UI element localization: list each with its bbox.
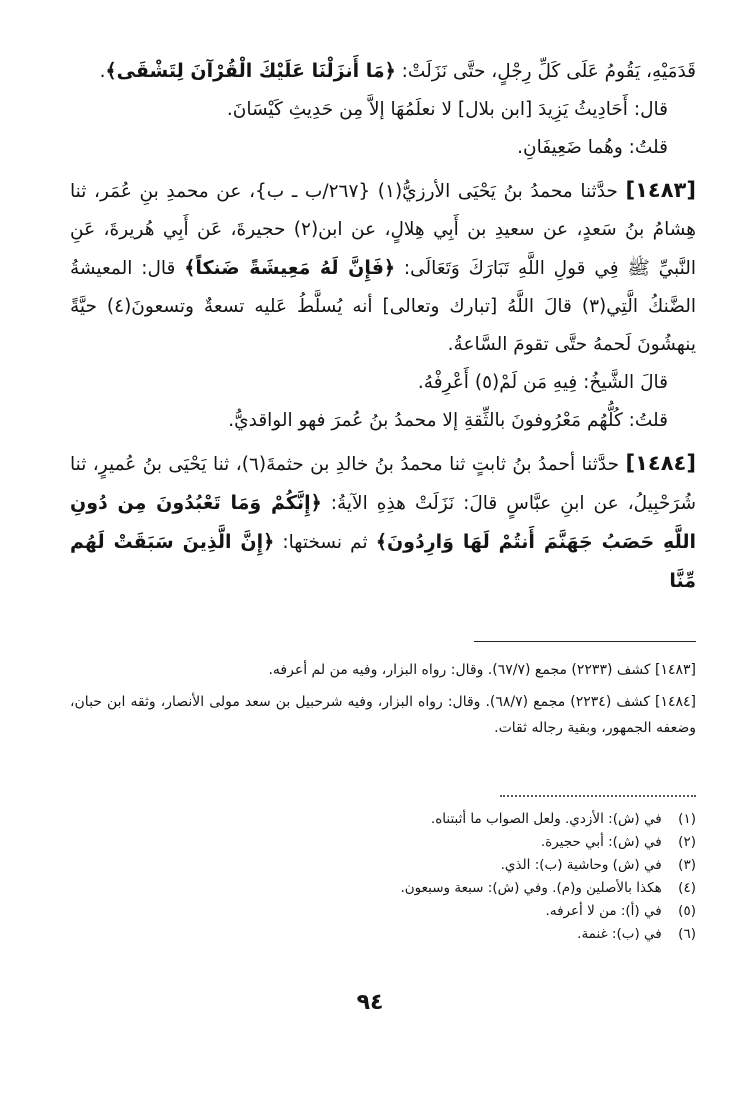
footnote xyxy=(300,923,696,946)
footnotes xyxy=(300,808,696,946)
footnote-text: هكذا بالأصلين و(م). وفي (ش): سبعة وسبعون. xyxy=(400,880,662,896)
hadith-number: [١٤٨٣] xyxy=(625,178,696,202)
footnote-number: (٦) xyxy=(678,926,696,942)
takhrij-1483: [١٤٨٣] كشف (٢٢٣٣) مجمع (٦٧/٧). وقال: رواه البزار، وفيه من لم أعرفه. xyxy=(268,662,696,678)
takhrij-1484: [١٤٨٤] كشف (٢٢٣٤) مجمع (٦٨/٧). وقال: رواه البزار، وفيه شرحبيل بن سعد مولى الأنصار، وثقه ابن حبان، وضعفه الجمهور، وبقية رجاله ثقات. xyxy=(70,694,697,736)
quran-quote: ﴿إِنَّكُمْ وَمَا تَعْبُدُونَ مِن دُونِ اللَّهِ حَصَبُ جَهَنَّمَ أَنتُمْ لَهَا وَارِدُونَ﴾ xyxy=(70,492,696,553)
footnote xyxy=(300,831,696,854)
main-text xyxy=(70,52,696,601)
footnote-number: (١) xyxy=(678,811,696,827)
sheikh-comment: قالَ الشَّيخُ: فِيهِ مَن لَمْ(٥) أَعْرِفْهُ. xyxy=(417,372,668,393)
page-number: ٩٤ xyxy=(356,990,384,1015)
footnote-number: (٥) xyxy=(678,903,696,919)
quran-quote: ﴿إِنَّ الَّذِينَ سَبَقَتْ لَهُم مِّنَّا xyxy=(70,531,696,592)
quran-quote: ﴿فَإِنَّ لَهُ مَعِيشَةً ضَنكاً﴾ xyxy=(184,257,396,279)
continuation-paragraph xyxy=(70,52,696,91)
footnote-text: في (ش): الأزدي. ولعل الصواب ما أثبتناه. xyxy=(430,811,662,827)
qultu-paragraph: قلتُ: وهُما ضَعِيفَانِ. xyxy=(517,137,668,158)
hadith-1483 xyxy=(70,171,696,364)
quran-quote: ﴿مَا أَنزَلْنَا عَلَيْكَ الْقُرْآنَ لِتَشْقَى﴾ xyxy=(105,60,396,82)
footnote-text: في (أ): من لا أعرفه. xyxy=(545,903,662,919)
hadith-1484 xyxy=(70,444,696,601)
hadith-text: حدَّثنا محمدُ بنُ يَحْيَى الأرزيُّ(١) {٢٦٧/ب ـ ب}، عن محمدِ بنِ عُمَر، ثنا هِشامُ بنُ سَعدٍ، عن سعيدِ بن أَبِي هِلالٍ، عن ابن(٢) حجيرةَ، عَن أَبِي هُريرةَ، عَنِ النَّبيِّ ﷺ فِي قولِ اللَّهِ تَبَارَكَ وَتَعَالَى: xyxy=(70,181,696,279)
hadith-text-continued: قال: المعيشةُ الضَّنكُ الَّتِي(٣) قالَ اللَّهُ [تبارك وتعالى] أنه يُسلَّطُ عَليه تسعةٌ وتسعونَ(٤) حيَّةً ينهشُونَ لَحمهُ حتَّى تقومَ السَّاعةُ. xyxy=(70,258,696,355)
hadith-text-mid: ثم نسختها: xyxy=(282,532,368,553)
footnote xyxy=(300,900,696,923)
separator-rule xyxy=(474,641,696,642)
hadith-text: حدَّثنا أحمدُ بنُ ثابتٍ ثنا محمدُ بنُ خالدِ بن حثمةَ(٦)، ثنا يَحْيَى بنُ عُميرٍ، ثنا شُرَحْبِيلُ، عن ابنِ عبَّاسٍ قالَ: نَزَلَتْ هذِهِ الآيةُ: xyxy=(70,454,696,514)
footnote xyxy=(300,808,696,831)
footnote-number: (٣) xyxy=(678,857,696,873)
qultu-comment: قلتُ: كُلُّهُم مَعْرُوفونَ بالثِّقةِ إلا محمدُ بنُ عُمرَ فهو الواقديُّ. xyxy=(228,410,668,431)
takhrij-section xyxy=(70,657,696,747)
footnote-text: في (ب): غنمة. xyxy=(577,926,662,942)
dotted-separator xyxy=(500,795,696,797)
hadith-number: [١٤٨٤] xyxy=(625,451,696,475)
footnote xyxy=(300,854,696,877)
line1-text: قَدَمَيْهِ، يَقُومُ عَلَى كَلِّ رِجْلٍ، حتَّى نَزَلَتْ: xyxy=(401,61,696,82)
footnote xyxy=(300,877,696,900)
footnote-number: (٢) xyxy=(678,834,696,850)
line1-end: . xyxy=(99,61,106,82)
footnote-text: في (ش) وحاشية (ب): الذي. xyxy=(500,857,662,873)
footnote-number: (٤) xyxy=(678,880,696,896)
footnote-text: في (ش): أبي حجيرة. xyxy=(540,834,662,850)
qala-paragraph: قال: أَحَادِيثُ يَزِيدَ [ابن بلال] لا نعلَمُهَا إلاَّ مِن حَدِيثِ كَيْسَانَ. xyxy=(226,99,668,120)
